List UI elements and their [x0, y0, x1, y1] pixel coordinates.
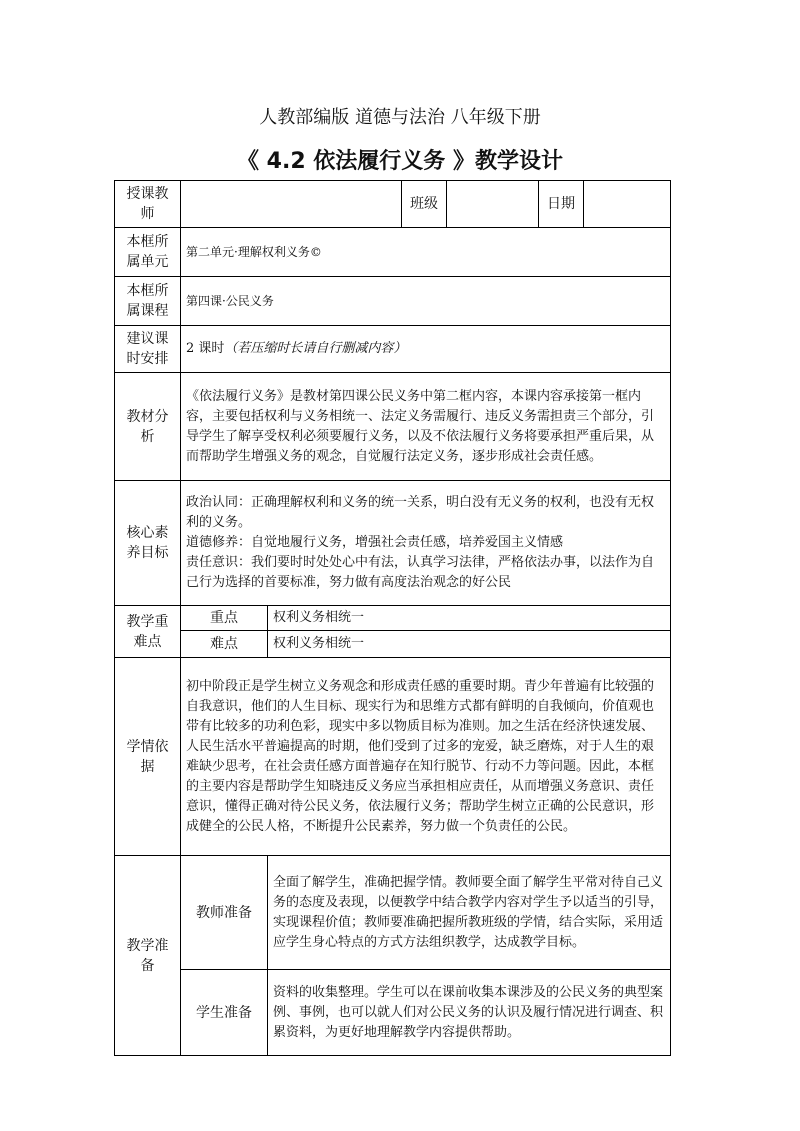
students-row [115, 658, 671, 856]
schedule-label: 建议课时安排 [115, 326, 181, 373]
lesson-value: 第四课·公民义务 [181, 277, 671, 326]
teacher-label: 授课教师 [115, 181, 181, 228]
analysis-label: 教材分析 [115, 373, 181, 481]
teacher-prep-text: 全面了解学生，准确把握学情。教师要全面了解学生平常对待自己义务的态度及表现，以便教学中结合教学内容对学生予以适当的引导，实现课程价值；教师要准确把握所教班级的学情，结合实际，采用适应学生身心特点的方式方法组织教学，达成教学目标。 [268, 856, 671, 970]
lesson-row [115, 277, 671, 326]
key-value: 权利义务相统一 [268, 606, 671, 631]
key-label: 重点 [181, 606, 268, 631]
difficult-label: 难点 [181, 631, 268, 658]
preparation-label: 教学准备 [115, 856, 181, 1056]
goals-label: 核心素养目标 [115, 481, 181, 606]
lesson-plan-table [114, 180, 671, 1056]
lesson-label: 本框所属课程 [115, 277, 181, 326]
document-subtitle: 人教部编版 道德与法治 八年级下册 [259, 107, 541, 128]
unit-value: 第二单元·理解权利义务© [181, 228, 671, 277]
goal-item: 责任意识：我们要时时处处心中有法，认真学习法律，严格依法办事，以法作为自己行为选择的首要标准，努力做有高度法治观念的好公民 [186, 555, 655, 590]
analysis-text: 《依法履行义务》是教材第四课公民义务中第二框内容，本课内容承接第一框内容，主要包括权利与义务相统一、法定义务需履行、违反义务需担责三个部分，引导学生了解享受权利必须要履行义务，以及不依法履行义务将要承担严重后果，从而帮助学生增强义务的观念，自觉履行法定义务，逐步形成社会责任感。 [181, 373, 671, 481]
key-points-label: 教学重难点 [115, 606, 181, 658]
difficult-point-row [115, 631, 671, 658]
class-value [447, 181, 539, 228]
date-label: 日期 [539, 181, 584, 228]
schedule-cell [181, 326, 671, 373]
goals-cell [181, 481, 671, 606]
teacher-value [181, 181, 402, 228]
student-prep-label: 学生准备 [181, 970, 268, 1056]
key-point-row [115, 606, 671, 631]
class-label: 班级 [402, 181, 447, 228]
schedule-row [115, 326, 671, 373]
goal-item: 道德修养：自觉地履行义务，增强社会责任感，培养爱国主义情感 [186, 535, 564, 550]
schedule-value: 2 课时 [186, 341, 225, 356]
difficult-value: 权利义务相统一 [268, 631, 671, 658]
unit-label: 本框所属单元 [115, 228, 181, 277]
goal-item: 政治认同：正确理解权利和义务的统一关系，明白没有无义务的权利，也没有无权利的义务。 [186, 495, 655, 530]
info-row [115, 181, 671, 228]
analysis-row [115, 373, 671, 481]
date-value [584, 181, 671, 228]
unit-row [115, 228, 671, 277]
students-text: 初中阶段正是学生树立义务观念和形成责任感的重要时期。青少年普遍有比较强的自我意识，他们的人生目标、现实行为和思维方式都有鲜明的自我倾向，价值观也带有比较多的功利色彩，现实中多以物质目标为准则。加之生活在经济快速发展、人民生活水平普遍提高的时期，他们受到了过多的宠爱，缺乏磨炼，对于人生的艰难缺少思考，在社会责任感方面普遍存在知行脱节、行动不力等问题。因此，本框的主要内容是帮助学生知晓违反义务应当承担相应责任，从而增强义务意识、责任意识，懂得正确对待公民义务，依法履行义务；帮助学生树立正确的公民意识，形成健全的公民人格，不断提升公民素养，努力做一个负责任的公民。 [181, 658, 671, 856]
goals-row [115, 481, 671, 606]
student-prep-row [115, 970, 671, 1056]
student-prep-text: 资料的收集整理。学生可以在课前收集本课涉及的公民义务的典型案例、事例，也可以就人们对公民义务的认识及履行情况进行调查、积累资料，为更好地理解教学内容提供帮助。 [268, 970, 671, 1056]
document-title: 《 4.2 依法履行义务 》教学设计 [237, 149, 563, 174]
schedule-note: （若压缩时长请自行删减内容） [224, 341, 407, 356]
students-label: 学情依据 [115, 658, 181, 856]
teacher-prep-row [115, 856, 671, 970]
teacher-prep-label: 教师准备 [181, 856, 268, 970]
